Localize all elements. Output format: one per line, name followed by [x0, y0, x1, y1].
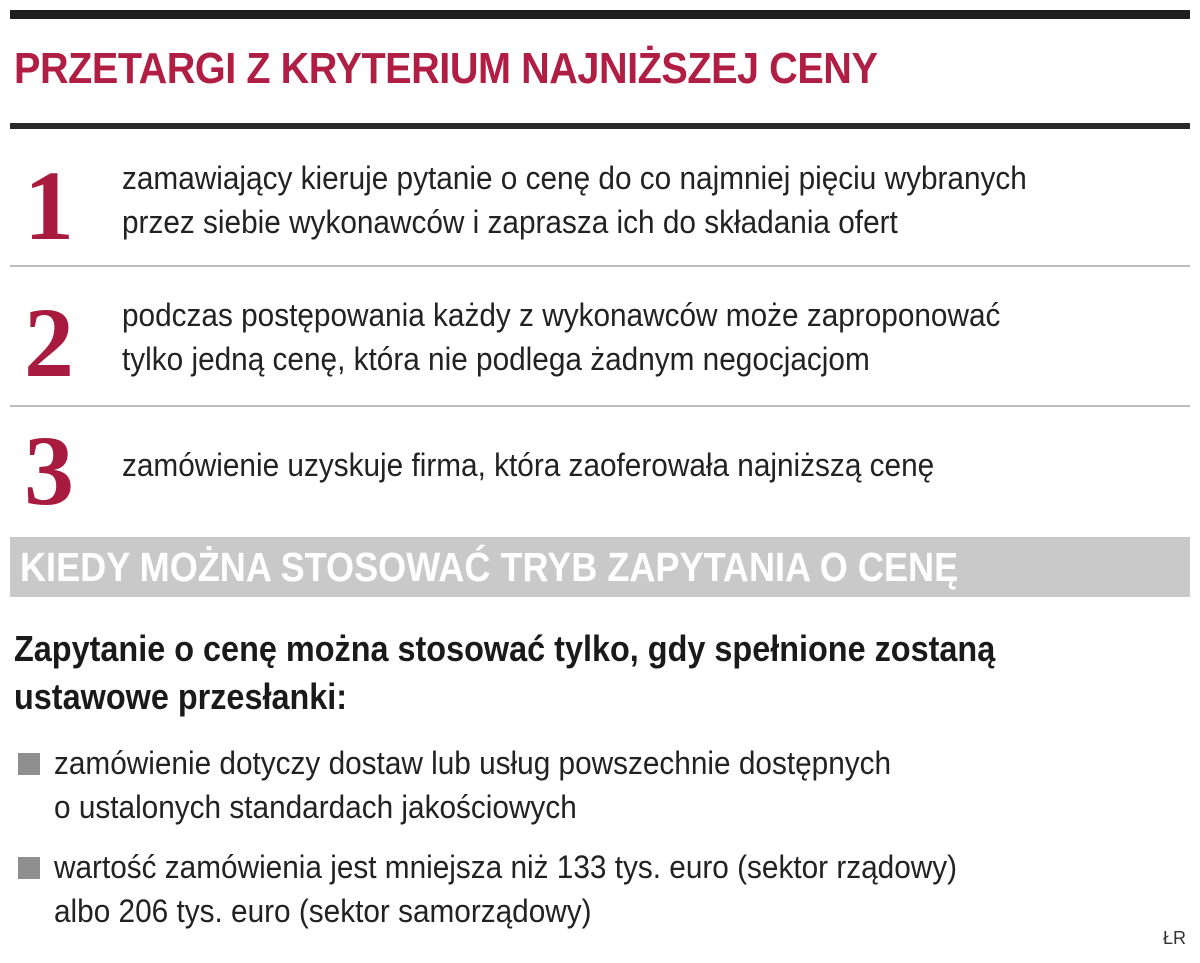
step-number: 3	[24, 415, 74, 526]
square-bullet-icon	[18, 857, 40, 879]
author-credit: ŁR	[1162, 928, 1186, 948]
lead-line: ustawowe przesłanki:	[14, 676, 348, 717]
step-text-line: podczas postępowania każdy z wykonawców może zaproponować	[122, 297, 1001, 333]
step-3	[10, 407, 1190, 527]
bullet-text-line: wartość zamówienia jest mniejsza niż 133 tys. euro (sektor rządowy)	[54, 849, 958, 885]
square-bullet-icon	[18, 753, 40, 775]
title-rule	[10, 123, 1190, 129]
bullet-text	[54, 845, 957, 933]
step-text-line: zamówienie uzyskuje firma, która zaoferowała najniższą cenę	[122, 447, 935, 483]
bullet-text	[54, 741, 891, 829]
step-2	[10, 267, 1190, 405]
step-text-line: przez siebie wykonawców i zaprasza ich do składania ofert	[122, 204, 898, 240]
step-text-line: zamawiający kieruje pytanie o cenę do co najmniej pięciu wybranych	[122, 160, 1027, 196]
step-text-line: tylko jedną cenę, która nie podlega żadnym negocjacjom	[122, 341, 870, 377]
lead-line: Zapytanie o cenę można stosować tylko, gdy spełnione zostaną	[14, 628, 996, 669]
step-number: 1	[24, 150, 74, 261]
bullet-text-line: o ustalonych standardach jakościowych	[54, 789, 577, 825]
bullet-text-line: albo 206 tys. euro (sektor samorządowy)	[54, 893, 592, 929]
section-title: KIEDY MOŻNA STOSOWAĆ TRYB ZAPYTANIA O CENĘ	[20, 544, 959, 590]
bullet-text-line: zamówienie dotyczy dostaw lub usług powszechnie dostępnych	[54, 745, 892, 781]
top-rule	[10, 10, 1190, 19]
section-lead	[14, 625, 995, 721]
step-1	[10, 130, 1190, 266]
section-header	[10, 537, 1190, 597]
page-title: PRZETARGI Z KRYTERIUM NAJNIŻSZEJ CENY	[14, 44, 878, 93]
step-text	[122, 293, 1000, 381]
step-text	[122, 156, 1027, 244]
step-text	[122, 443, 934, 487]
step-number: 2	[24, 287, 74, 398]
